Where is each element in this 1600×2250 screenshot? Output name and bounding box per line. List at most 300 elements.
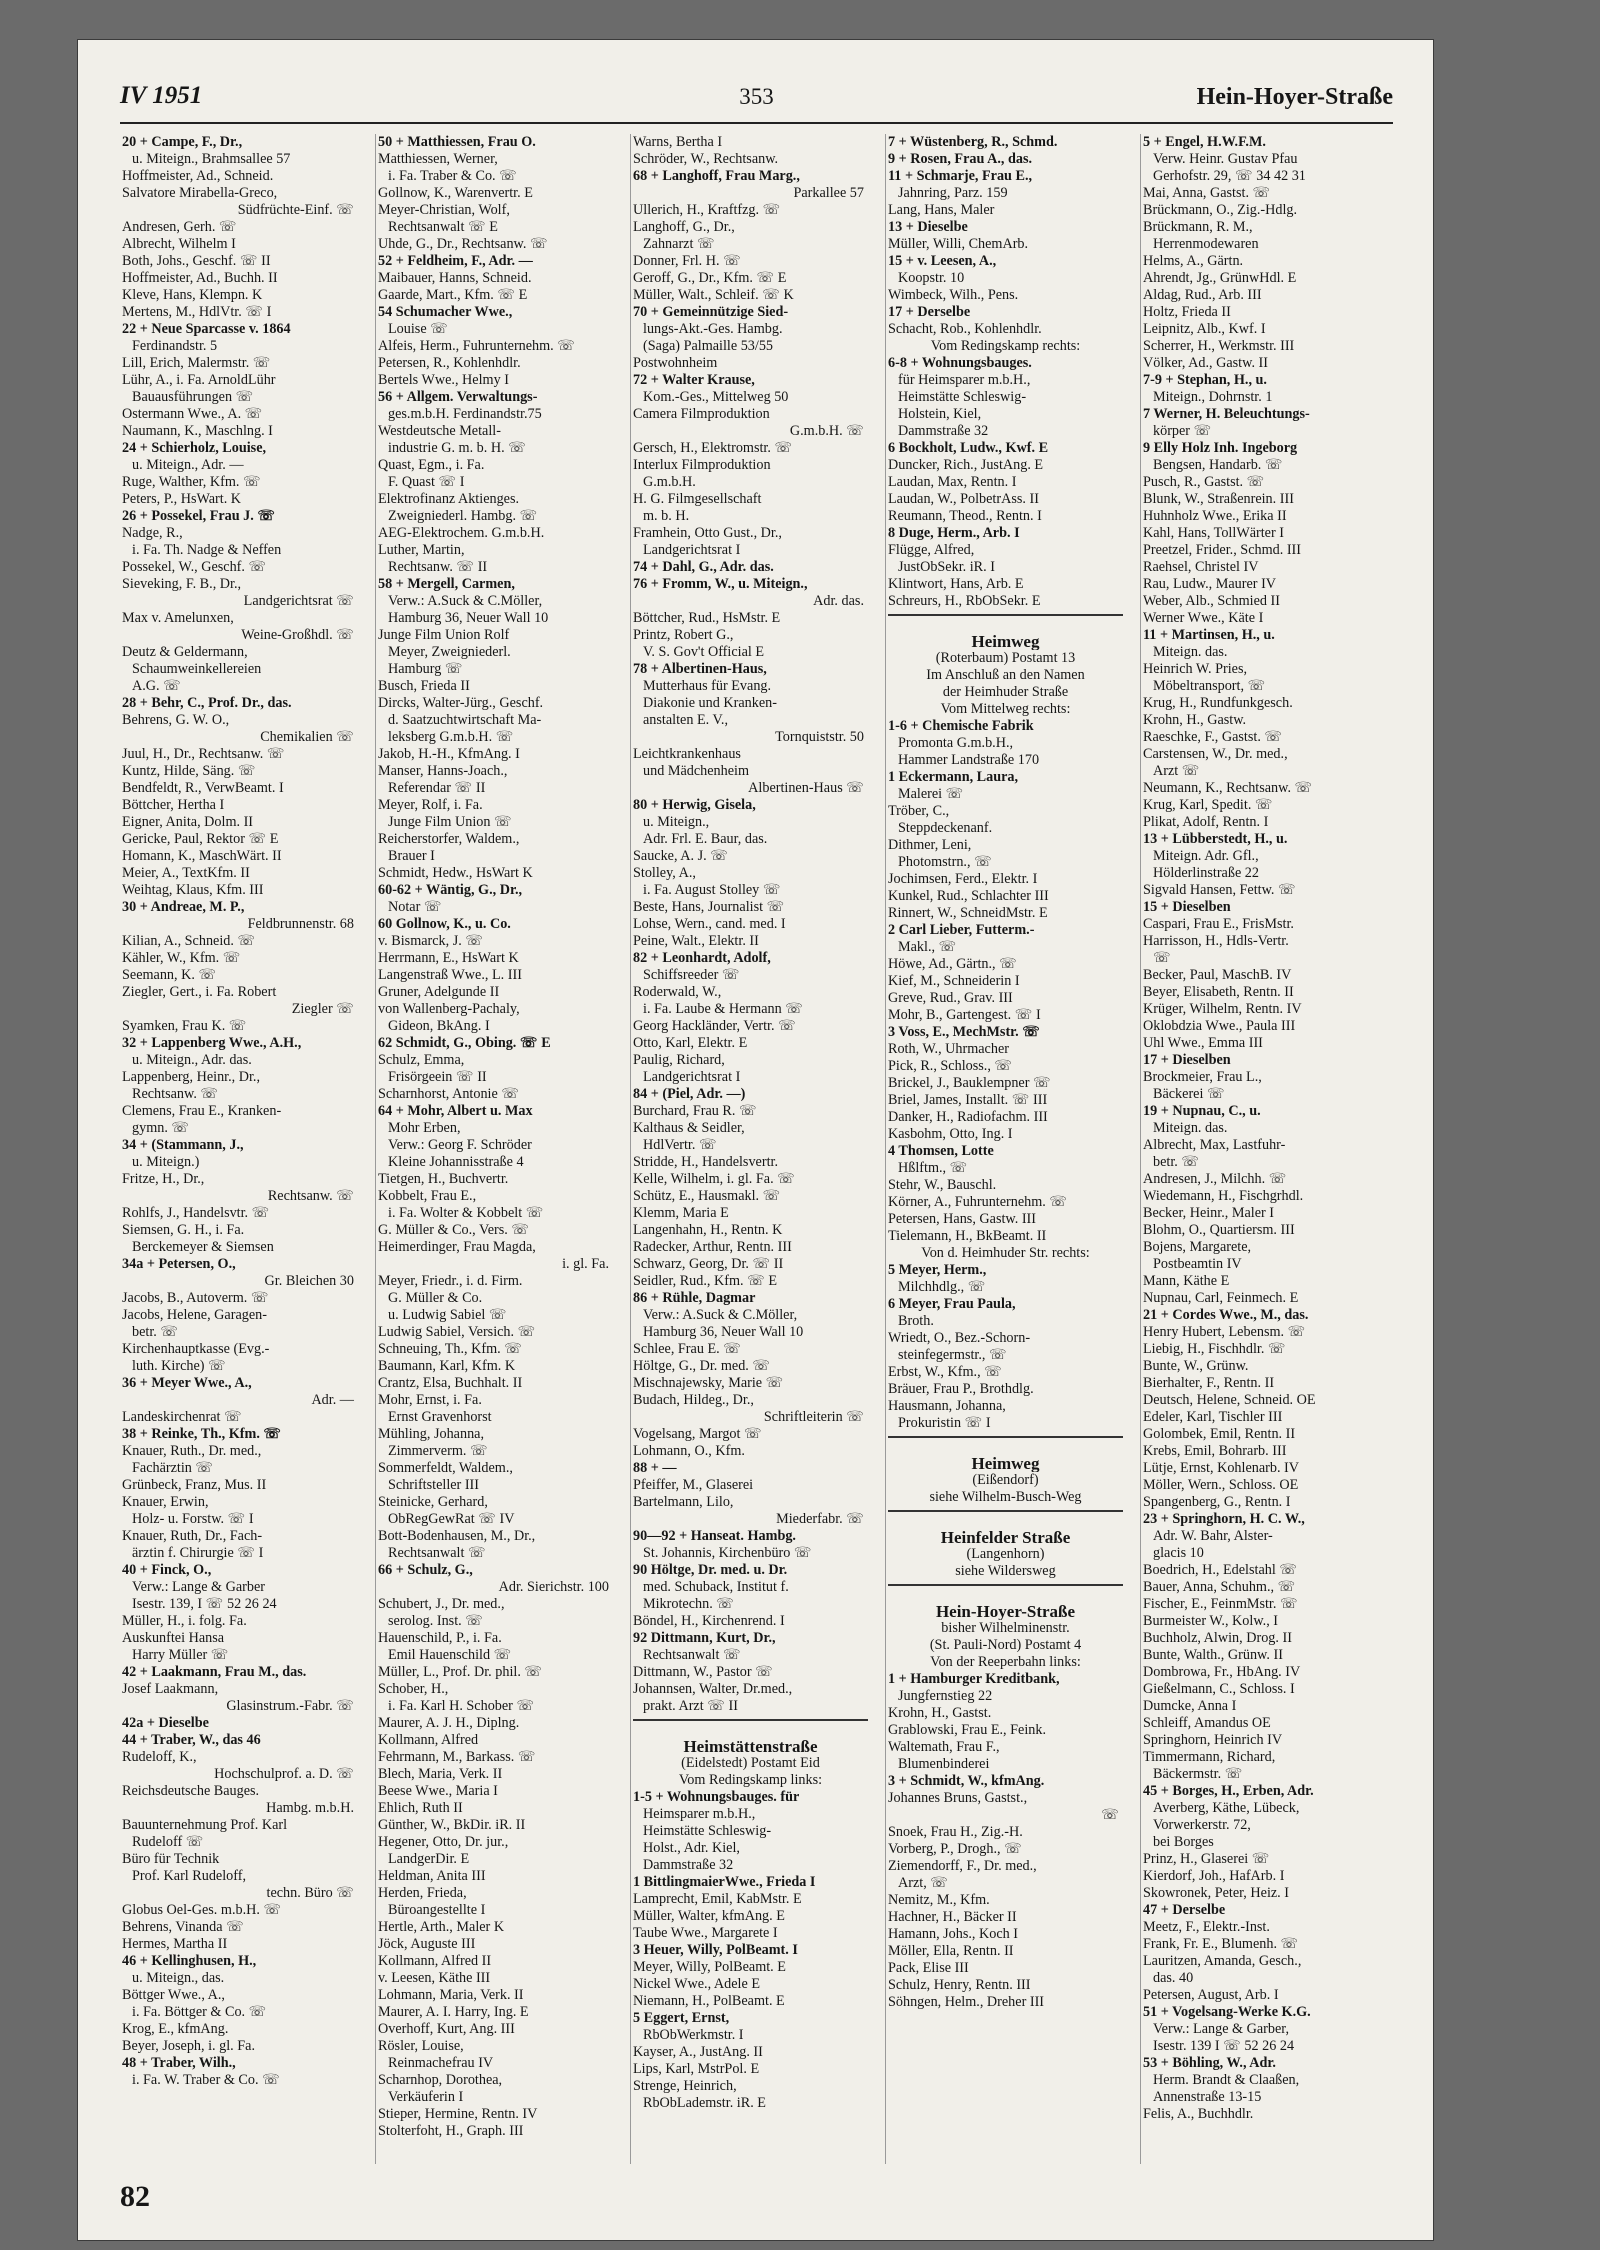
directory-entry: Bojens, Margarete,	[1143, 1239, 1252, 1255]
directory-entry: u. Miteign., das.	[132, 1970, 225, 1986]
directory-entry: Krug, Karl, Spedit. ☏	[1143, 797, 1273, 813]
directory-entry: Stolley, A.,	[633, 865, 696, 881]
directory-entry: ärztin f. Chirurgie ☏ I	[132, 1545, 264, 1561]
directory-entry: Eigner, Anita, Dolm. II	[122, 814, 254, 830]
directory-entry: Verw.: A.Suck & C.Möller,	[643, 1307, 798, 1323]
directory-entry: Saucke, A. J. ☏	[633, 848, 728, 864]
directory-entry: Höltge, G., Dr. med. ☏	[633, 1358, 771, 1374]
directory-entry: i. Fa. W. Traber & Co. ☏	[132, 2072, 280, 2088]
directory-entry: v. Leesen, Käthe III	[378, 1970, 491, 1986]
street-heading: Heinfelder Straße	[940, 1529, 1071, 1546]
directory-entry: Beyer, Joseph, i. gl. Fa.	[122, 2038, 256, 2054]
directory-entry: techn. Büro ☏	[266, 1885, 354, 1901]
directory-entry: Meyer-Christian, Wolf,	[378, 202, 510, 218]
directory-entry: 54 Schumacher Wwe.,	[378, 304, 513, 320]
directory-entry: Herrenmodewaren	[1153, 236, 1259, 252]
directory-page	[78, 40, 1433, 2240]
directory-entry: Blohm, O., Quartiersm. III	[1143, 1222, 1295, 1238]
directory-entry: Flügge, Alfred,	[888, 542, 975, 558]
directory-entry: (Eißendorf)	[972, 1472, 1039, 1488]
directory-entry: Miteign. das.	[1153, 644, 1228, 660]
directory-entry: Büroangestellte I	[388, 1902, 486, 1918]
directory-entry: Schober, H.,	[378, 1681, 449, 1697]
directory-entry: 66 + Schulz, G.,	[378, 1562, 473, 1578]
directory-entry: Hamann, Johs., Koch I	[888, 1926, 1019, 1942]
directory-entry: Laudan, Max, Rentn. I	[888, 474, 1017, 490]
directory-entry: Fischer, E., FeinmMstr. ☏	[1143, 1596, 1298, 1612]
directory-entry: Westdeutsche Metall-	[378, 423, 501, 439]
directory-entry: körper ☏	[1153, 423, 1212, 439]
directory-entry: Feldbrunnenstr. 68	[247, 916, 354, 932]
directory-entry: 90—92 + Hanseat. Hambg.	[633, 1528, 796, 1544]
directory-entry: Gersch, H., Elektromstr. ☏	[633, 440, 793, 456]
directory-entry: Meyer, Friedr., i. d. Firm.	[378, 1273, 523, 1289]
directory-entry: Schiffsreeder ☏	[643, 967, 740, 983]
directory-entry: Snoek, Frau H., Zig.-H.	[888, 1824, 1023, 1840]
directory-entry: 30 + Andreae, M. P.,	[122, 899, 245, 915]
directory-entry: Reichsdeutsche Bauges.	[122, 1783, 260, 1799]
directory-entry	[888, 1584, 1123, 1603]
directory-entry: 24 + Schierholz, Louise,	[122, 440, 267, 456]
directory-entry: Golombek, Emil, Rentn. II	[1143, 1426, 1296, 1442]
directory-entry: Sigvald Hansen, Fettw. ☏	[1143, 882, 1296, 898]
directory-entry: Rechtsanwalt ☏	[388, 1545, 486, 1561]
directory-entry: Dombrowa, Fr., HbAng. IV	[1143, 1664, 1301, 1680]
directory-entry: Lühr, A., i. Fa. ArnoldLühr	[122, 372, 276, 388]
directory-entry: Landeskirchenrat ☏	[122, 1409, 242, 1425]
directory-entry: Tröber, C.,	[888, 803, 950, 819]
directory-entry: Kleine Johannisstraße 4	[388, 1154, 524, 1170]
directory-entry: Dithmer, Leni,	[888, 837, 972, 853]
directory-entry: Höwe, Ad., Gärtn., ☏	[888, 956, 1017, 972]
directory-entry: Hachner, H., Bäcker II	[888, 1909, 1017, 1925]
directory-entry: Müller, L., Prof. Dr. phil. ☏	[378, 1664, 543, 1680]
directory-entry: Von der Reeperbahn links:	[930, 1654, 1081, 1670]
directory-entry: Diakonie und Kranken-	[643, 695, 777, 711]
directory-entry: 20 + Campe, F., Dr.,	[122, 134, 243, 150]
directory-entry: Parkallee 57	[793, 185, 864, 201]
directory-entry: Petersen, August, Arb. I	[1143, 1987, 1279, 2003]
directory-entry: i. Fa. Karl H. Schober ☏	[388, 1698, 535, 1714]
directory-entry	[888, 1510, 1123, 1529]
directory-entry: Busch, Frieda II	[378, 678, 470, 694]
directory-entry: Rechtsanwalt ☏ E	[388, 219, 498, 235]
directory-entry: Leipnitz, Alb., Kwf. I	[1143, 321, 1266, 337]
directory-entry: Holtz, Frieda II	[1143, 304, 1231, 320]
directory-entry: Tietgen, H., Buchvertr.	[378, 1171, 509, 1187]
directory-entry: Krohn, H., Gastw.	[1143, 712, 1247, 728]
directory-entry: Schriftsteller III	[388, 1477, 479, 1493]
directory-entry: Gideon, BkAng. I	[388, 1018, 490, 1034]
directory-entry: Lohmann, O., Kfm.	[633, 1443, 745, 1459]
directory-entry: der Heimhuder Straße	[942, 684, 1069, 700]
directory-entry: 19 + Nupnau, C., u.	[1143, 1103, 1261, 1119]
directory-entry: Taube Wwe., Margarete I	[633, 1925, 778, 1941]
directory-entry: Bauausführungen ☏	[132, 389, 254, 405]
directory-entry: Johannes Bruns, Gastst.,	[888, 1790, 1028, 1806]
directory-entry: Verw.: Lange & Garber	[132, 1579, 266, 1595]
directory-entry: luth. Kirche) ☏	[132, 1358, 226, 1374]
directory-entry: Springhorn, Heinrich IV	[1143, 1732, 1283, 1748]
directory-entry: Jochimsen, Ferd., Elektr. I	[888, 871, 1038, 887]
directory-entry: 7-9 + Stephan, H., u.	[1143, 372, 1267, 388]
directory-entry: Zweigniederl. Hambg. ☏	[388, 508, 538, 524]
directory-entry: 53 + Böhling, W., Adr.	[1143, 2055, 1276, 2071]
directory-entry: ☏	[1153, 950, 1171, 966]
directory-entry: Beese Wwe., Maria I	[378, 1783, 498, 1799]
directory-entry: für Heimsparer m.b.H.,	[898, 372, 1031, 388]
directory-entry: Otto, Karl, Elektr. E	[633, 1035, 748, 1051]
directory-entry: Mann, Käthe E	[1143, 1273, 1230, 1289]
directory-entry: Scherrer, H., Werkmstr. III	[1143, 338, 1295, 354]
directory-entry: Lamprecht, Emil, KabMstr. E	[633, 1891, 802, 1907]
directory-entry: 13 + Lübberstedt, H., u.	[1143, 831, 1288, 847]
directory-entry: Neumann, K., Rechtsanw. ☏	[1143, 780, 1313, 796]
directory-entry: Possekel, W., Geschf. ☏	[122, 559, 267, 575]
directory-entry: Hambg. m.b.H.	[266, 1800, 354, 1816]
directory-entry: Emil Hauenschild ☏	[388, 1647, 512, 1663]
directory-entry: Budach, Hildeg., Dr.,	[633, 1392, 754, 1408]
directory-entry: Rösler, Louise,	[378, 2038, 464, 2054]
directory-entry: Mischnajewsky, Marie ☏	[633, 1375, 784, 1391]
directory-entry: Harry Müller ☏	[132, 1647, 229, 1663]
directory-entry: Schmidt, Hedw., HsWart K	[378, 865, 533, 881]
directory-entry: Meyer, Zweigniederl.	[388, 644, 511, 660]
directory-entry: (Roterbaum) Postamt 13	[935, 650, 1076, 666]
directory-entry: 28 + Behr, C., Prof. Dr., das.	[122, 695, 292, 711]
directory-entry: Duncker, Rich., JustAng. E	[888, 457, 1044, 473]
directory-entry: Zimmerverm. ☏	[388, 1443, 488, 1459]
directory-entry: 80 + Herwig, Gisela,	[633, 797, 756, 813]
directory-entry: 64 + Mohr, Albert u. Max	[378, 1103, 533, 1119]
directory-entry: Krebs, Emil, Bohrarb. III	[1143, 1443, 1287, 1459]
directory-entry: Blunk, W., Straßenrein. III	[1143, 491, 1294, 507]
directory-entry: 34a + Petersen, O.,	[122, 1256, 236, 1272]
directory-entry: Deutsch, Helene, Schneid. OE	[1143, 1392, 1316, 1408]
directory-entry: Landgerichtsrat I	[643, 1069, 741, 1085]
directory-entry: Zahnarzt ☏	[643, 236, 715, 252]
directory-entry: Kollmann, Alfred II	[378, 1953, 492, 1969]
directory-entry: Luther, Martin,	[378, 542, 465, 558]
directory-entry: Timmermann, Richard,	[1143, 1749, 1276, 1765]
directory-entry: Müller, Walter, kfmAng. E	[633, 1908, 785, 1924]
directory-entry: Nadge, R.,	[122, 525, 183, 541]
directory-entry: Hammer Landstraße 170	[898, 752, 1040, 768]
directory-entry: Juul, H., Dr., Rechtsanw. ☏	[122, 746, 285, 762]
directory-entry: Hßlftm., ☏	[898, 1160, 968, 1176]
directory-entry: Vorberg, P., Drogh., ☏	[888, 1841, 1022, 1857]
directory-entry: Skowronek, Peter, Heiz. I	[1143, 1885, 1289, 1901]
directory-entry: Scharnhorst, Antonie ☏	[378, 1086, 520, 1102]
directory-entry: Wriedt, O., Bez.-Schorn-	[888, 1330, 1031, 1346]
directory-entry: Kleve, Hans, Klempn. K	[122, 287, 263, 303]
directory-entry: 32 + Lappenberg Wwe., A.H.,	[122, 1035, 302, 1051]
directory-entry: ☏	[1101, 1807, 1119, 1823]
directory-entry: Schütz, E., Hausmakl. ☏	[633, 1188, 781, 1204]
directory-entry: Postbeamtin IV	[1153, 1256, 1242, 1272]
directory-entry: Krohn, H., Gastst.	[888, 1705, 992, 1721]
directory-entry: 60-62 + Wäntig, G., Dr.,	[378, 882, 523, 898]
directory-entry: 5 Eggert, Ernst,	[633, 2010, 730, 2026]
directory-entry: Koopstr. 10	[898, 270, 965, 286]
directory-entry: Verw.: A.Suck & C.Möller,	[388, 593, 543, 609]
directory-entry: Jahnring, Parz. 159	[898, 185, 1008, 201]
directory-entry: Gr. Bleichen 30	[264, 1273, 354, 1289]
directory-entry: Kilian, A., Schneid. ☏	[122, 933, 256, 949]
column-5	[1140, 134, 1378, 2164]
directory-entry: und Mädchenheim	[643, 763, 749, 779]
directory-entry: Danker, H., Radiofachm. III	[888, 1109, 1048, 1125]
directory-entry: Hausmann, Johanna,	[888, 1398, 1006, 1414]
directory-entry: Becker, Paul, MaschB. IV	[1143, 967, 1292, 983]
directory-entry: 6-8 + Wohnungsbauges.	[888, 355, 1032, 371]
directory-entry: Framhein, Otto Gust., Dr.,	[633, 525, 782, 541]
directory-entry: Maurer, A. I. Harry, Ing. E	[378, 2004, 529, 2020]
directory-entry: RbObWerkmstr. I	[643, 2027, 744, 2043]
directory-entry: Malerei ☏	[898, 786, 964, 802]
directory-entry: Söhngen, Helm., Dreher III	[888, 1994, 1045, 2010]
directory-entry: Kunkel, Rud., Schlachter III	[888, 888, 1049, 904]
directory-entry: Rau, Ludw., Maurer IV	[1143, 576, 1277, 592]
directory-entry: Bunte, W., Grünw.	[1143, 1358, 1249, 1374]
directory-entry: u. Miteign.)	[132, 1154, 200, 1170]
directory-entry: Mohr, Ernst, i. Fa.	[378, 1392, 482, 1408]
directory-entry: Schacht, Rob., Kohlenhdlr.	[888, 321, 1042, 337]
directory-entry: Behrens, G. W. O.,	[122, 712, 230, 728]
directory-entry: Dircks, Walter-Jürg., Geschf.	[378, 695, 544, 711]
directory-entry: Brockmeier, Frau L.,	[1143, 1069, 1262, 1085]
directory-entry: G.m.b.H. ☏	[789, 423, 864, 439]
directory-entry: Dittmann, W., Pastor ☏	[633, 1664, 773, 1680]
directory-entry: Helms, A., Gärtn.	[1143, 253, 1244, 269]
directory-entry: Langenstraß Wwe., L. III	[378, 967, 522, 983]
directory-entry: Glasinstrum.-Fabr. ☏	[226, 1698, 354, 1714]
directory-entry: Mai, Anna, Gastst. ☏	[1143, 185, 1271, 201]
directory-entry: Ernst Gravenhorst	[388, 1409, 492, 1425]
directory-entry: 4 Thomsen, Lotte	[888, 1143, 994, 1159]
directory-entry: i. Fa. August Stolley ☏	[643, 882, 781, 898]
directory-entry: Meyer, Rolf, i. Fa.	[378, 797, 483, 813]
directory-entry: Syamken, Frau K. ☏	[122, 1018, 247, 1034]
directory-entry: 1-5 + Wohnungsbauges. für	[633, 1789, 800, 1805]
directory-entry: (Saga) Palmaille 53/55	[643, 338, 774, 354]
directory-entry: 11 + Martinsen, H., u.	[1143, 627, 1275, 643]
directory-entry: 78 + Albertinen-Haus,	[633, 661, 767, 677]
directory-entry: Kobbelt, Frau E.,	[378, 1188, 477, 1204]
directory-entry: Hermes, Martha II	[122, 1936, 228, 1952]
directory-entry: Weber, Alb., Schmied II	[1143, 593, 1280, 609]
directory-entry: 92 Dittmann, Kurt, Dr.,	[633, 1630, 776, 1646]
directory-entry: Crantz, Elsa, Buchhalt. II	[378, 1375, 523, 1391]
directory-entry: 9 Elly Holz Inh. Ingeborg	[1143, 440, 1298, 456]
directory-entry: Ostermann Wwe., A. ☏	[122, 406, 263, 422]
directory-entry: Meetz, F., Elektr.-Inst.	[1143, 1919, 1270, 1935]
directory-entry: Laudan, W., PolbetrAss. II	[888, 491, 1039, 507]
directory-entry: 50 + Matthiessen, Frau O.	[378, 134, 536, 150]
directory-entry: i. gl. Fa.	[562, 1256, 609, 1272]
directory-entry: Adr. das.	[813, 593, 864, 609]
directory-entry: Schaumweinkellereien	[132, 661, 262, 677]
page-number: 353	[739, 84, 774, 109]
directory-entry: Büro für Technik	[122, 1851, 220, 1867]
directory-entry: Holstein, Kiel,	[898, 406, 982, 422]
directory-entry: Herrmann, E., HsWart K	[378, 950, 519, 966]
directory-entry: 17 + Derselbe	[888, 304, 971, 320]
directory-entry: Möller, Ella, Rentn. II	[888, 1943, 1014, 1959]
directory-entry: i. Fa. Böttger & Co. ☏	[132, 2004, 267, 2020]
directory-entry: Quast, Egm., i. Fa.	[378, 457, 485, 473]
directory-entry: G.m.b.H.	[643, 474, 696, 490]
directory-entry: Ziegler, Gert., i. Fa. Robert	[122, 984, 277, 1000]
directory-entry: Mühling, Johanna,	[378, 1426, 485, 1442]
directory-entry: 86 + Rühle, Dagmar	[633, 1290, 756, 1306]
directory-entry: Scharnhop, Dorothea,	[378, 2072, 503, 2088]
directory-entry: ObRegGewRat ☏ IV	[388, 1511, 515, 1527]
directory-entry: Herm. Brandt & Claaßen,	[1153, 2072, 1300, 2088]
directory-entry: Heimerdinger, Frau Magda,	[378, 1239, 536, 1255]
directory-entry: i. Fa. Traber & Co. ☏	[388, 168, 517, 184]
directory-entry: Pack, Elise III	[888, 1960, 969, 1976]
directory-entry: Miteign. das.	[1153, 1120, 1228, 1136]
directory-entry: (St. Pauli-Nord) Postamt 4	[929, 1637, 1082, 1653]
directory-entry: Jacobs, Helene, Garagen-	[122, 1307, 267, 1323]
directory-entry: Averberg, Käthe, Lübeck,	[1153, 1800, 1300, 1816]
directory-entry: Isestr. 139 I ☏ 52 26 24	[1153, 2038, 1295, 2054]
directory-entry: Holst., Adr. Kiel,	[643, 1840, 740, 1856]
directory-entry: Brückmann, O., Zig.-Hdlg.	[1143, 202, 1298, 218]
directory-entry: 34 + (Stammann, J.,	[122, 1137, 244, 1153]
directory-entry: 23 + Springhorn, H. C. W.,	[1143, 1511, 1305, 1527]
directory-entry: Prof. Karl Rudeloff,	[132, 1868, 247, 1884]
directory-entry: Sommerfeldt, Waldem.,	[378, 1460, 513, 1476]
directory-entry: Heimsparer m.b.H.,	[643, 1806, 756, 1822]
directory-entry: Stieper, Hermine, Rentn. IV	[378, 2106, 538, 2122]
directory-entry: G. Müller & Co.	[388, 1290, 483, 1306]
directory-entry: i. Fa. Wolter & Kobbelt ☏	[388, 1205, 544, 1221]
directory-entry: Carstensen, W., Dr. med.,	[1143, 746, 1288, 762]
directory-entry: Makl., ☏	[898, 939, 957, 955]
directory-entry: das. 40	[1153, 1970, 1194, 1986]
directory-entry: Prinz, H., Glaserei ☏	[1143, 1851, 1270, 1867]
directory-entry: 52 + Feldheim, F., Adr. —	[378, 253, 533, 269]
directory-entry: Isestr. 139, I ☏ 52 26 24	[132, 1596, 277, 1612]
directory-entry: Heimstätte Schleswig-	[643, 1823, 772, 1839]
directory-entry: Hamburg 36, Neuer Wall 10	[388, 610, 549, 626]
directory-entry: Tielemann, H., BkBeamt. II	[888, 1228, 1047, 1244]
directory-entry: Bäckerei ☏	[1153, 1086, 1225, 1102]
directory-entry: m. b. H.	[643, 508, 690, 524]
directory-entry: Max v. Amelunxen,	[122, 610, 234, 626]
directory-entry: Blech, Maria, Verk. II	[378, 1766, 503, 1782]
volume-year: IV 1951	[120, 82, 203, 109]
directory-entry: Lappenberg, Heinr., Dr.,	[122, 1069, 261, 1085]
directory-entry: Interlux Filmproduktion	[633, 457, 771, 473]
directory-entry: A.G. ☏	[132, 678, 181, 694]
directory-entry: 44 + Traber, W., das 46	[122, 1732, 261, 1748]
directory-entry: Blumenbinderei	[898, 1756, 990, 1772]
directory-entry: Radecker, Arthur, Rentn. III	[633, 1239, 792, 1255]
directory-entry: Adr. Sierichstr. 100	[498, 1579, 609, 1595]
directory-entry: Schwarz, Georg, Dr. ☏ II	[633, 1256, 784, 1272]
directory-entry: Völker, Ad., Gastw. II	[1143, 355, 1268, 371]
directory-entry: 6 Bockholt, Ludw., Kwf. E	[888, 440, 1049, 456]
directory-entry: Mikrotechn. ☏	[643, 1596, 735, 1612]
directory-entry: Steinicke, Gerhard,	[378, 1494, 488, 1510]
directory-entry: bisher Wilhelminenstr.	[941, 1620, 1070, 1636]
directory-entry: Hegener, Otto, Dr. jur.,	[378, 1834, 509, 1850]
directory-entry: Adr. Frl. E. Baur, das.	[643, 831, 768, 847]
directory-entry: Reicherstorfer, Waldem.,	[378, 831, 520, 847]
directory-entry: Stehr, W., Bauschl.	[888, 1177, 997, 1193]
directory-entry: Spangenberg, G., Rentn. I	[1143, 1494, 1291, 1510]
directory-entry: Bauunternehmung Prof. Karl	[122, 1817, 288, 1833]
directory-entry: Schleiff, Amandus OE	[1143, 1715, 1271, 1731]
directory-entry: Lohmann, Maria, Verk. II	[378, 1987, 524, 2003]
directory-entry: Gruner, Adelgunde II	[378, 984, 500, 1000]
directory-entry: Plikat, Adolf, Rentn. I	[1143, 814, 1269, 830]
directory-entry: Mutterhaus für Evang.	[643, 678, 772, 694]
directory-entry: Aldag, Rud., Arb. III	[1143, 287, 1262, 303]
directory-entry: Globus Oel-Ges. m.b.H. ☏	[122, 1902, 282, 1918]
directory-entry: Nickel Wwe., Adele E	[633, 1976, 760, 1992]
directory-entry: Kief, M., Schneiderin I	[888, 973, 1020, 989]
directory-entry: Verw.: Georg F. Schröder	[388, 1137, 532, 1153]
directory-entry: bei Borges	[1153, 1834, 1214, 1850]
directory-entry: Pusch, R., Gastst. ☏	[1143, 474, 1265, 490]
directory-entry: H. G. Filmgesellschaft	[633, 491, 762, 507]
directory-entry: Weine-Großhdl. ☏	[241, 627, 354, 643]
directory-entry: Buchholz, Alwin, Drog. II	[1143, 1630, 1292, 1646]
directory-entry: 68 + Langhoff, Frau Marg.,	[633, 168, 800, 184]
directory-entry: siehe Wildersweg	[955, 1563, 1056, 1579]
directory-entry: Greve, Rud., Grav. III	[888, 990, 1013, 1006]
directory-entry: 45 + Borges, H., Erben, Adr.	[1143, 1783, 1314, 1799]
directory-entry: Albrecht, Max, Lastfuhr-	[1143, 1137, 1286, 1153]
directory-entry: industrie G. m. b. H. ☏	[388, 440, 526, 456]
directory-entry: Vogelsang, Margot ☏	[633, 1426, 762, 1442]
directory-entry: 82 + Leonhardt, Adolf,	[633, 950, 771, 966]
directory-entry: Miteign., Dohrnstr. 1	[1153, 389, 1273, 405]
directory-entry: Behrens, Vinanda ☏	[122, 1919, 244, 1935]
directory-entry: von Wallenberg-Pachaly,	[378, 1001, 520, 1017]
directory-entry: 58 + Mergell, Carmen,	[378, 576, 515, 592]
directory-entry: Tornquiststr. 50	[775, 729, 864, 745]
directory-entry: Schneuing, Th., Kfm. ☏	[378, 1341, 522, 1357]
street-heading: Heimweg	[971, 633, 1040, 650]
directory-entry: u. Miteign., Brahmsallee 57	[132, 151, 291, 167]
directory-entry: Adr. W. Bahr, Alster-	[1153, 1528, 1273, 1544]
directory-entry: Günther, W., BkDir. iR. II	[378, 1817, 526, 1833]
directory-entry: Notar ☏	[388, 899, 442, 915]
directory-entry: 15 + Dieselben	[1143, 899, 1231, 915]
directory-entry: Schubert, J., Dr. med.,	[378, 1596, 505, 1612]
directory-entry: Albrecht, Wilhelm I	[122, 236, 236, 252]
directory-entry: i. Fa. Laube & Hermann ☏	[643, 1001, 803, 1017]
directory-entry: Broth.	[898, 1313, 934, 1329]
directory-entry: Frank, Fr. E., Blumenh. ☏	[1143, 1936, 1299, 1952]
directory-entry: Junge Film Union Rolf	[378, 627, 510, 643]
directory-entry: Knauer, Erwin,	[122, 1494, 209, 1510]
directory-entry: Caspari, Frau E., FrisMstr.	[1143, 916, 1294, 932]
directory-entry: Brückmann, R. M.,	[1143, 219, 1253, 235]
directory-entry: 22 + Neue Sparcasse v. 1864	[122, 321, 291, 337]
page-header	[120, 78, 1393, 124]
directory-entry: Auskunftei Hansa	[122, 1630, 225, 1646]
directory-entry: Hertle, Arth., Maler K	[378, 1919, 505, 1935]
directory-entry: Paulig, Richard,	[633, 1052, 725, 1068]
directory-entry: serolog. Inst. ☏	[388, 1613, 483, 1629]
directory-entry: Bunte, Walth., Grünw. II	[1143, 1647, 1283, 1663]
